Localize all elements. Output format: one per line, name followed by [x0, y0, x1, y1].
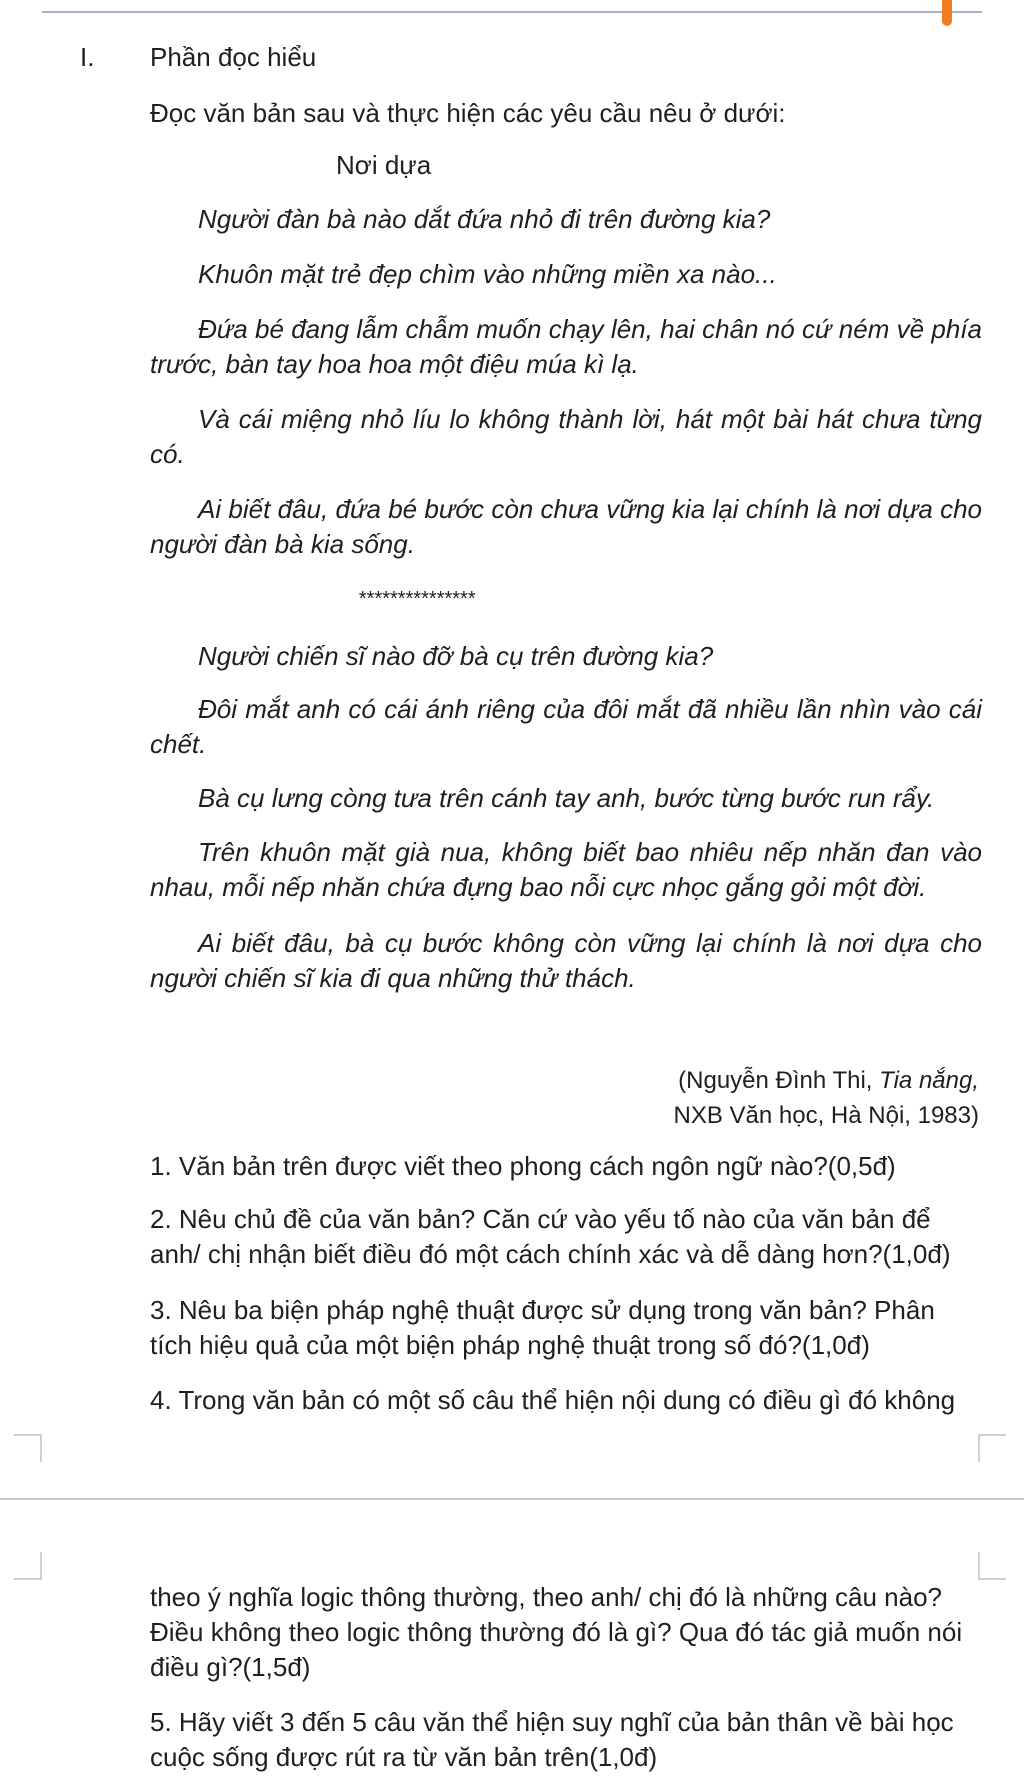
source-publisher: NXB Văn học, Hà Nội, 1983) [673, 1102, 979, 1129]
question-2: 2. Nêu chủ đề của văn bản? Căn cứ vào yếu tố nào của văn bản để anh/ chị nhận biết điều đó một cách chính xác và dễ dàng hơn?(1,0đ) [150, 1204, 951, 1269]
poem-line: Người chiến sĩ nào đỡ bà cụ trên đường kia? [198, 641, 714, 671]
question-5: 5. Hãy viết 3 đến 5 câu văn thể hiện suy nghĩ của bản thân về bài học cuộc sống được rút ra từ văn bản trên(1,0đ) [150, 1707, 954, 1772]
question-3: 3. Nêu ba biện pháp nghệ thuật được sử dụng trong văn bản? Phân tích hiệu quả của một biện pháp nghệ thuật trong số đó?(1,0đ) [150, 1295, 935, 1360]
instruction-text: Đọc văn bản sau và thực hiện các yêu cầu nêu ở dưới: [150, 98, 786, 128]
source-work: Tia nắng, [879, 1067, 979, 1094]
question-4-part-1: 4. Trong văn bản có một số câu thể hiện nội dung có điều gì đó không [150, 1385, 956, 1415]
poem-line: Đứa bé đang lẫm chẫm muốn chạy lên, hai chân nó cứ ném về phía trước, bàn tay hoa hoa một điệu múa kì lạ. [150, 314, 982, 379]
section-title: Phần đọc hiểu [150, 42, 317, 72]
page-corner-marker [978, 1552, 1006, 1580]
source-author: (Nguyễn Đình Thi, [678, 1067, 880, 1094]
question-1: 1. Văn bản trên được viết theo phong cách ngôn ngữ nào?(0,5đ) [150, 1151, 896, 1181]
poem-line: Trên khuôn mặt già nua, không biết bao nhiêu nếp nhăn đan vào nhau, mỗi nếp nhăn chứa đựng bao nỗi cực nhọc gắng gỏi một đời. [150, 837, 982, 902]
poem-line: Bà cụ lưng còng tưa trên cánh tay anh, bước từng bước run rẩy. [198, 783, 935, 813]
stanza-separator: *************** [358, 588, 475, 610]
poem-line: Khuôn mặt trẻ đẹp chìm vào những miền xa nào... [198, 259, 777, 289]
page-corner-marker [14, 1552, 42, 1580]
scroll-position-marker[interactable] [942, 0, 952, 26]
poem-line: Người đàn bà nào dắt đứa nhỏ đi trên đường kia? [198, 204, 771, 234]
poem-line: Ai biết đâu, đứa bé bước còn chưa vững kia lại chính là nơi dựa cho người đàn bà kia sống. [150, 494, 982, 559]
poem-line: Đôi mắt anh có cái ánh riêng của đôi mắt đã nhiều lần nhìn vào cái chết. [150, 694, 982, 759]
poem-line: Và cái miệng nhỏ líu lo không thành lời, hát một bài hát chưa từng có. [150, 404, 982, 469]
poem-title: Nơi dựa [336, 150, 432, 180]
source-line-1 [678, 1063, 979, 1098]
poem-line: Ai biết đâu, bà cụ bước không còn vững lại chính là nơi dựa cho người chiến sĩ kia đi qua những thử thách. [150, 928, 982, 993]
page-corner-marker [978, 1434, 1006, 1462]
page-break-divider [0, 1498, 1024, 1500]
header-divider [42, 11, 982, 13]
question-4-part-2: theo ý nghĩa logic thông thường, theo anh/ chị đó là những câu nào? Điều không theo logic thông thường đó là gì? Qua đó tác giả muốn nói điều gì?(1,5đ) [150, 1582, 963, 1682]
section-number: I. [80, 42, 95, 72]
page-corner-marker [14, 1434, 42, 1462]
